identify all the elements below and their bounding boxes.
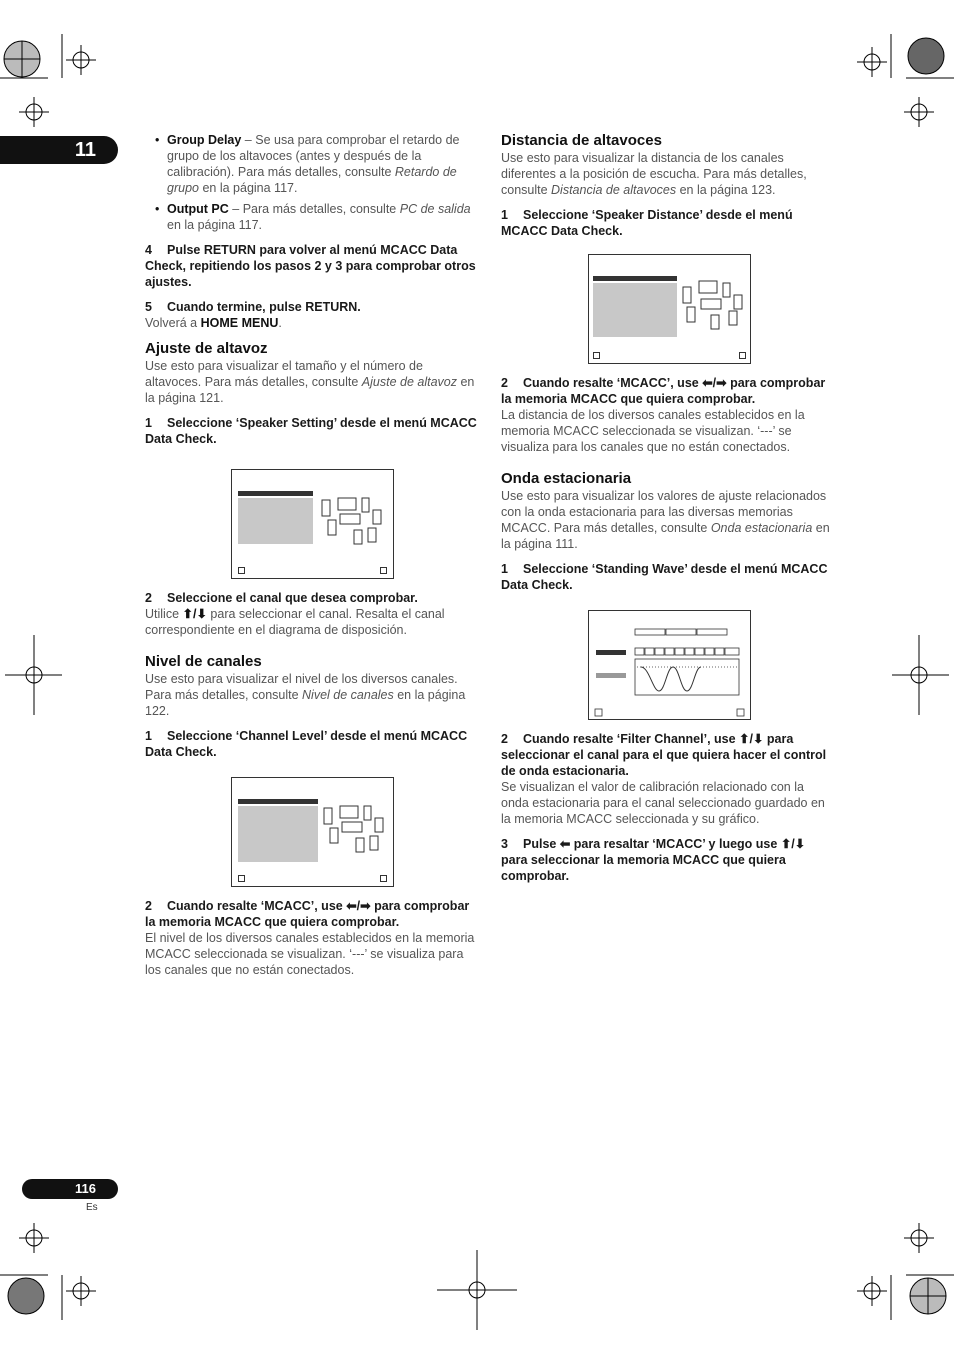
step-4-text: Pulse RETURN para volver al menú MCACC Data Check, repitiendo los pasos 2 y 3 para comprobar otros ajustes.: [145, 243, 476, 289]
screen-list-panel: [238, 806, 318, 862]
nivel-step-1: [145, 728, 477, 760]
step-5-number: 5: [145, 300, 152, 314]
step-5: [145, 299, 477, 315]
bullet-output-pc: • Output PC – Para más detalles, consulte PC de salida en la página 117.: [155, 202, 471, 232]
page-number: 116: [75, 1181, 96, 1196]
onda-body-ref: Onda estacionaria: [710, 521, 813, 535]
step-5-body: [145, 315, 477, 331]
ajuste-body: [145, 358, 477, 406]
distancia-step-2-suffix: para comprobar la memoria MCACC que quiera comprobar.: [501, 376, 826, 406]
language-code: Es: [86, 1202, 98, 1213]
screen-corner-icon: [380, 875, 387, 882]
standing-wave-screen: [588, 610, 751, 720]
onda-body: [501, 488, 833, 552]
nivel-body-suffix: en la página 122.: [145, 688, 466, 718]
nivel-body: [145, 671, 477, 719]
up-down-arrows-icon: ⬆/⬇: [182, 607, 207, 621]
speaker-layout-diagram: [318, 492, 388, 552]
ajuste-step-2-body-suffix: para seleccionar el canal. Resalta el canal correspondiente en el diagrama de disposición.: [145, 607, 445, 637]
distancia-step-1: [501, 207, 833, 239]
ajuste-body-suffix: en la página 121.: [145, 375, 475, 405]
nivel-body-prefix: Use esto para visualizar el nivel de los diversos canales. Para más detalles, consulte: [145, 672, 458, 702]
nivel-step-1-number: 1: [145, 729, 152, 743]
screen-corner-icon: [238, 567, 245, 574]
nivel-step-2-prefix: Cuando resalte ‘MCACC’, use: [167, 899, 347, 913]
onda-step-3-suffix: para seleccionar la memoria MCACC que quiera comprobar.: [501, 853, 786, 883]
ajuste-step-2: [145, 590, 477, 606]
term-group-delay: Group Delay: [167, 133, 242, 147]
distancia-step-2: [501, 375, 833, 407]
chapter-number: 11: [74, 139, 96, 161]
left-column: [145, 132, 477, 447]
screen-list-panel: [593, 283, 677, 337]
ajuste-step-1-text: Seleccione ‘Speaker Setting’ desde el menú MCACC Data Check.: [145, 416, 477, 446]
heading-nivel: Nivel de canales: [145, 653, 262, 670]
distancia-body-suffix: en la página 123.: [676, 183, 776, 197]
step-5-body-suffix: .: [278, 316, 282, 330]
onda-step-1-number: 1: [501, 562, 508, 576]
onda-step-2-prefix: Cuando resalte ‘Filter Channel’, use: [523, 732, 740, 746]
heading-ajuste: Ajuste de altavoz: [145, 340, 268, 357]
nivel-step-1-text: Seleccione ‘Channel Level’ desde el menú MCACC Data Check.: [145, 729, 468, 759]
onda-step-3-number: 3: [501, 837, 508, 851]
page-number-tab: [22, 1179, 118, 1199]
screen-title-bar: [593, 276, 677, 281]
speaker-layout-diagram: [679, 273, 749, 333]
nivel-body-ref: Nivel de canales: [302, 688, 394, 702]
onda-step-3-mid: para resaltar ‘MCACC’ y luego use: [570, 837, 781, 851]
heading-distancia: Distancia de altavoces: [501, 132, 662, 149]
left-column-part-3: [145, 898, 477, 978]
right-column-part-2: [501, 375, 833, 593]
onda-step-1-text: Seleccione ‘Standing Wave’ desde el menú MCACC Data Check.: [501, 562, 828, 592]
up-down-arrows-icon: ⬆/⬇: [739, 732, 764, 746]
standing-wave-graph: [589, 611, 749, 717]
left-arrow-icon: ⬅: [559, 837, 571, 851]
step-5-text: Cuando termine, pulse RETURN.: [167, 300, 361, 314]
speaker-distance-screen: [588, 254, 751, 364]
screen-corner-icon: [380, 567, 387, 574]
distancia-body-prefix: Use esto para visualizar la distancia de los canales diferentes a la posición de escucha. Para más detalles, consulte: [501, 151, 807, 197]
nivel-step-2-body: El nivel de los diversos canales establecidos en la memoria MCACC seleccionada se visualizan. ‘---’ se visualiza para los canales que no están conectados.: [145, 931, 475, 977]
left-right-arrows-icon: ⬅/➡: [346, 899, 371, 913]
group-delay-ref: Retardo de grupo: [167, 165, 457, 195]
nivel-step-2-number: 2: [145, 899, 152, 913]
onda-step-3-prefix: Pulse: [523, 837, 560, 851]
screen-title-bar: [238, 491, 313, 496]
speaker-layout-diagram: [320, 800, 390, 860]
nivel-step-2: [145, 898, 477, 930]
ajuste-step-1-number: 1: [145, 416, 152, 430]
onda-step-2: [501, 731, 833, 779]
speaker-setting-screen: [231, 469, 394, 579]
distancia-step-2-prefix: Cuando resalte ‘MCACC’, use: [523, 376, 703, 390]
distancia-step-2-number: 2: [501, 376, 508, 390]
nivel-step-2-suffix: para comprobar la memoria MCACC que quiera comprobar.: [145, 899, 470, 929]
channel-level-screen: [231, 777, 394, 887]
step-4: [145, 242, 477, 290]
distancia-body-ref: Distancia de altavoces: [551, 183, 677, 197]
ajuste-step-2-body-prefix: Utilice: [145, 607, 183, 621]
screen-list-panel: [238, 498, 313, 544]
distancia-step-2-body: La distancia de los diversos canales establecidos en la memoria MCACC seleccionada se visualizan. ‘---’ se visualiza para los canales que no están conectados.: [501, 408, 805, 454]
distancia-step-1-number: 1: [501, 208, 508, 222]
home-menu-label: HOME MENU: [200, 316, 279, 330]
onda-step-2-number: 2: [501, 732, 508, 746]
screen-title-bar: [238, 799, 318, 804]
bullet-group-delay: • Group Delay – Se usa para comprobar el retardo de grupo de los altavoces (antes y después de la calibración). Para más detalles, consulte Retardo de grupo en la página 117.: [155, 133, 460, 195]
chapter-tab: [0, 136, 118, 164]
group-delay-suffix: en la página 117.: [198, 181, 298, 195]
ajuste-step-2-text: Seleccione el canal que desea comprobar.: [167, 591, 418, 605]
onda-step-2-body: Se visualizan el valor de calibración relacionado con la onda estacionaria para el canal seleccionado guardado en la memoria MCACC seleccionada y su gráfico.: [501, 780, 825, 826]
onda-step-1: [501, 561, 833, 593]
heading-onda: Onda estacionaria: [501, 470, 632, 487]
screen-corner-icon: [593, 352, 600, 359]
ajuste-step-1: [145, 415, 477, 447]
distancia-body: [501, 150, 833, 198]
term-output-pc: Output PC: [167, 202, 229, 216]
right-column-part-3: [501, 731, 833, 884]
left-column-part-2: [145, 590, 477, 760]
onda-body-prefix: Use esto para visualizar los valores de ajuste relacionados con la onda estacionaria para las diversas memorias MCACC. Para más detalles, consulte: [501, 489, 827, 535]
step-4-number: 4: [145, 243, 152, 257]
left-right-arrows-icon: ⬅/➡: [702, 376, 727, 390]
up-down-arrows-icon: ⬆/⬇: [780, 837, 806, 851]
group-delay-text: – Se usa para comprobar el retardo de grupo de los altavoces (antes y después de la calibración). Para más detalles, consulte: [167, 133, 460, 179]
ajuste-step-2-number: 2: [145, 591, 152, 605]
screen-corner-icon: [739, 352, 746, 359]
onda-step-3: [501, 836, 833, 884]
screen-corner-icon: [238, 875, 245, 882]
onda-body-suffix: en la página 111.: [501, 521, 830, 551]
step-5-body-prefix: Volverá a: [145, 316, 201, 330]
distancia-step-1-text: Seleccione ‘Speaker Distance’ desde el menú MCACC Data Check.: [501, 208, 793, 238]
output-pc-ref: PC de salida: [399, 202, 471, 216]
output-pc-text: – Para más detalles, consulte: [228, 202, 400, 216]
right-column: [501, 132, 833, 239]
ajuste-step-2-body: [145, 606, 477, 638]
onda-step-2-suffix: para seleccionar el canal para el que quiera hacer el control de onda estacionaria.: [501, 732, 827, 778]
output-pc-suffix: en la página 117.: [167, 218, 262, 232]
ajuste-body-prefix: Use esto para visualizar el tamaño y el número de altavoces. Para más detalles, consulte: [145, 359, 423, 389]
ajuste-body-ref: Ajuste de altavoz: [361, 375, 457, 389]
